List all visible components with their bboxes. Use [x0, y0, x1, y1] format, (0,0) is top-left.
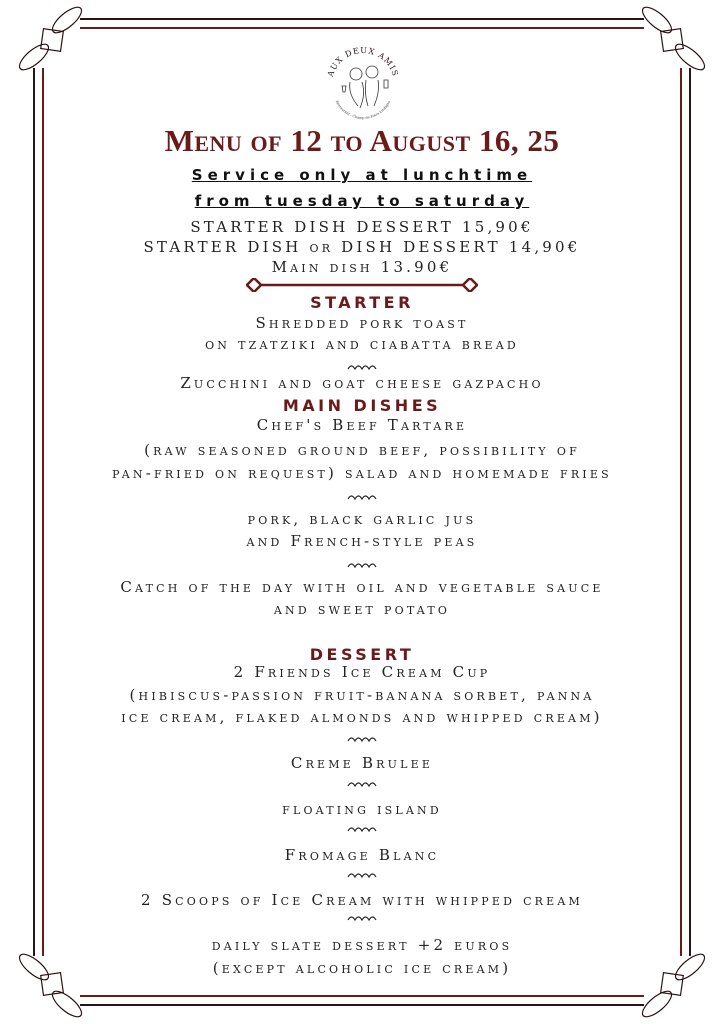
menu-item: Fromage Blanc: [284, 846, 440, 864]
restaurant-logo: [318, 44, 408, 128]
menu-item: floating island: [282, 800, 442, 818]
wave-separator-icon: [347, 914, 377, 922]
menu-item: 2 Friends Ice Cream Cup: [233, 663, 491, 681]
border-top-inner: [80, 27, 644, 29]
corner-ornament-icon: [12, 942, 92, 1022]
section-heading-main: MAIN DISHES: [282, 396, 442, 415]
border-top-outer: [80, 18, 644, 20]
menu-item: 2 Scoops of Ice Cream with whipped cream: [140, 891, 584, 909]
border-bottom-outer: [80, 1004, 644, 1006]
menu-item: (raw seasoned ground beef, possibility of: [144, 441, 580, 459]
wave-separator-icon: [347, 561, 377, 569]
menu-item: Chef's Beef Tartare: [256, 416, 468, 434]
section-heading-starter: STARTER: [310, 293, 414, 312]
corner-ornament-icon: [632, 2, 712, 82]
menu-item: (hibiscus-passion fruit-banana sorbet, panna: [129, 686, 595, 704]
price-formula: STARTER DISH or DISH DESSERT 14,90€: [143, 238, 581, 256]
svg-text:Restaurant - Champ de Foire Li: Restaurant - Champ de Foire Lindigan: [334, 99, 392, 120]
menu-item: Creme Brulee: [290, 754, 434, 772]
service-line-1: Service only at lunchtime: [191, 166, 533, 184]
price-formula: Main dish 13.90€: [271, 258, 453, 276]
price-formula: STARTER DISH DESSERT 15,90€: [190, 218, 534, 236]
wave-separator-icon: [347, 493, 377, 501]
menu-item: (except alcoholic ice cream): [212, 959, 512, 977]
menu-item: pork, black garlic jus: [247, 510, 477, 528]
wave-separator-icon: [347, 780, 377, 788]
menu-item: pan-fried on request) salad and homemade fries: [112, 464, 612, 482]
menu-item: on tzatziki and ciabatta bread: [205, 335, 519, 353]
border-bottom-inner: [80, 995, 644, 997]
menu-item: Shredded pork toast: [255, 314, 469, 332]
menu-item: and French-style peas: [246, 532, 478, 550]
service-line-2: from tuesday to saturday: [194, 192, 530, 210]
menu-item: Catch of the day with oil and vegetable sauce: [120, 578, 604, 596]
corner-ornament-icon: [12, 2, 92, 82]
corner-ornament-icon: [632, 942, 712, 1022]
svg-text:AUX DEUX AMIS: AUX DEUX AMIS: [325, 45, 401, 78]
menu-item: ice cream, flaked almonds and whipped cream): [121, 708, 603, 726]
menu-item: and sweet potato: [273, 600, 451, 618]
menu-item: Zucchini and goat cheese gazpacho: [180, 374, 544, 392]
section-heading-dessert: DESSERT: [309, 645, 415, 664]
wave-separator-icon: [347, 363, 377, 371]
menu-item: daily slate dessert +2 euros: [211, 936, 513, 954]
divider-ornament: [246, 278, 478, 292]
wave-separator-icon: [347, 825, 377, 833]
wave-separator-icon: [347, 735, 377, 743]
wave-separator-icon: [347, 871, 377, 879]
menu-title: Menu of 12 to August 16, 25: [164, 123, 560, 158]
